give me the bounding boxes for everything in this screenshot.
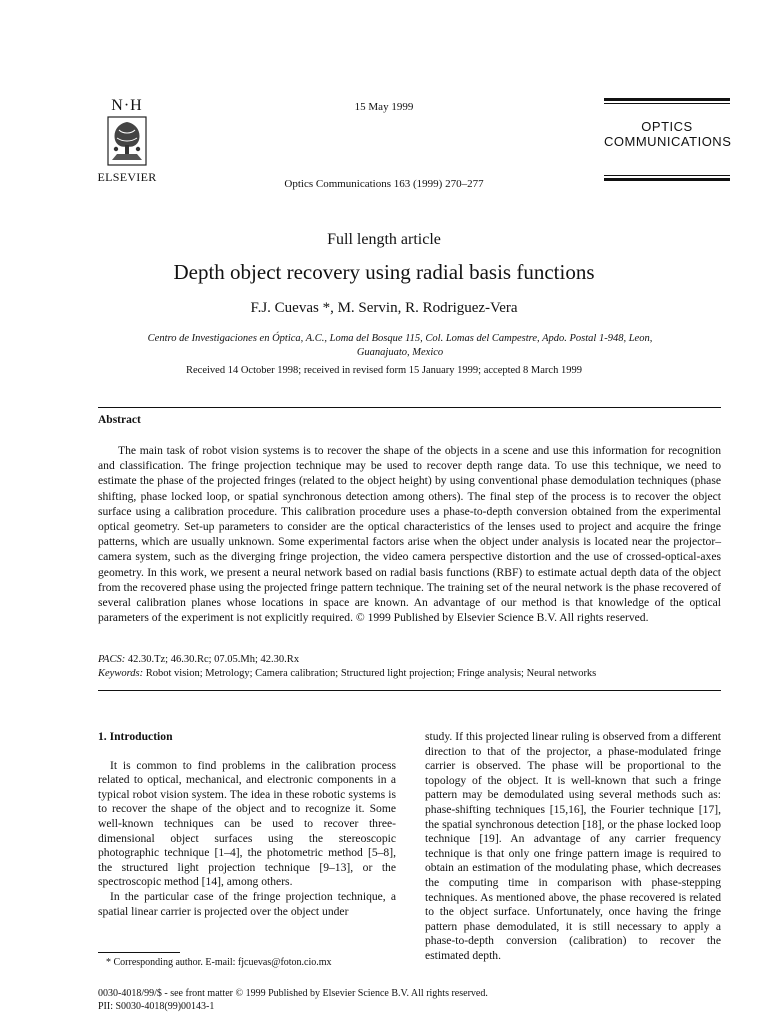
footnote: * Corresponding author. E-mail: fjcuevas@foton.cio.mx: [106, 957, 332, 968]
front-matter: [98, 987, 488, 1013]
journal-name-line1: OPTICS: [641, 119, 693, 134]
journal-top-rule: [604, 98, 730, 101]
journal-bottom-rule-thin: [604, 175, 730, 176]
pacs-line: [98, 654, 299, 665]
abstract-top-rule: [98, 407, 721, 408]
elsevier-tree-icon: [107, 116, 147, 166]
body-right-column: [425, 730, 721, 964]
abstract-text: The main task of robot vision systems is to recover the shape of the objects in a scene and use this information for recognition and classification. The fringe projection technique may be used to recover depth range data. To use this technique, we need to estimate the phase of the projected fringes (related to the object height) by using conventional phase demodulation techniques (phase shifting, phase locked loop, or spatial synchronous detection among others). The final step of the process is to recover the object surface using a calibration procedure. This calibration procedure uses a phase-to-depth conversion obtained from the experimental optical geometry. Set-up parameters to consider are the optical characteristics of the lenses used to project and acquire the fringe patterns, which are usually unknown. Some experimental factors arise when the object under analysis is located near the projector–camera system, such as the diverging fringe projection, the video camera perspective distortion and the use of crossed-optical-axes geometry. In this work, we present a neural network based on radial basis functions (RBF) to estimate actual depth data of the object from the recovered phase using the projected fringe pattern technique. The training set of the neural network is the phase recovered of several calibration planes whose locations in space are known. An advantage of our method is that knowledge of the optical parameters of the experiment is not explicitly required. © 1999 Published by Elsevier Science B.V. All rights reserved.: [98, 444, 721, 625]
author-affiliation: Centro de Investigaciones en Óptica, A.C., Loma del Bosque 115, Col. Lomas del Campestre, Apdo. Postal 1-948, Leon, Guanajuato, Mexico: [147, 333, 653, 358]
journal-name-block: [604, 98, 730, 181]
keywords-label: Keywords:: [98, 668, 144, 679]
pacs-value: 42.30.Tz; 46.30.Rc; 07.05.Mh; 42.30.Rx: [127, 654, 300, 665]
journal-reference: Optics Communications 163 (1999) 270–277: [284, 178, 484, 190]
intro-paragraph-continued: study. If this projected linear ruling is observed from a different direction to that of the projector, a phase-modulated fringe carrier is observed. The phase will be proportional to the topology of the object. It is well-known that such a fringe pattern may be demodulated using several methods such as: phase-shifting techniques [15,16], the Fourier technique [17], the spatial synchronous detection [18], or the phase locked loop technique [19]. An advantage of any carrier frequency technique is that only one fringe pattern image is required to obtain an estimation of the modulating phase, which decreases the computing time in comparison with phase-stepping techniques. As mentioned above, the phase recovered is related to the object surface. Unfortunately, once having the fringe pattern phase demodulated, it is still necessary to apply a phase-to-depth conversion (calibration) to recover the estimated depth.: [425, 730, 721, 962]
intro-paragraph-1: It is common to find problems in the calibration process related to optical, mechanical, and electronic components in a typical robot vision system. The idea in these robotic systems is to recover the shape of the object and to recognize it. Some well-known techniques can be used to recover three-dimensional object surfaces using the stereoscopic photographic technique [1–4], the photometric method [5–8], the structured light projection technique [9–13], or the spectroscopic method [14], among others.: [98, 758, 396, 889]
publisher-mark: N·H: [111, 97, 143, 114]
pii-line: PII: S0030-4018(99)00143-1: [98, 1001, 215, 1012]
abstract-heading: Abstract: [98, 414, 141, 426]
section-heading: 1. Introduction: [98, 730, 173, 743]
received-dates: Received 14 October 1998; received in revised form 15 January 1999; accepted 8 March 1999: [186, 365, 582, 376]
article-authors: F.J. Cuevas *, M. Servin, R. Rodriguez-Vera: [250, 300, 518, 316]
copyright-line: 0030-4018/99/$ - see front matter © 1999 Published by Elsevier Science B.V. All rights reserved.: [98, 988, 488, 999]
footnote-rule: [98, 952, 180, 953]
pacs-label: PACS:: [98, 654, 126, 665]
article-title: Depth object recovery using radial basis functions: [173, 260, 595, 284]
article-type: Full length article: [327, 231, 441, 248]
abstract-bottom-rule: [98, 690, 721, 691]
publisher-name: ELSEVIER: [97, 170, 157, 184]
keywords-line: [98, 668, 596, 679]
journal-bottom-rule: [604, 178, 730, 181]
intro-paragraph-2: In the particular case of the fringe projection technique, a spatial linear carrier is projected over the object under: [98, 889, 396, 918]
journal-name-line2: COMMUNICATIONS: [604, 134, 732, 149]
keywords-value: Robot vision; Metrology; Camera calibration; Structured light projection; Fringe analysis; Neural networks: [145, 668, 597, 679]
issue-date: 15 May 1999: [354, 101, 414, 113]
journal-top-rule-thin: [604, 103, 730, 104]
body-left-column: [98, 730, 396, 919]
